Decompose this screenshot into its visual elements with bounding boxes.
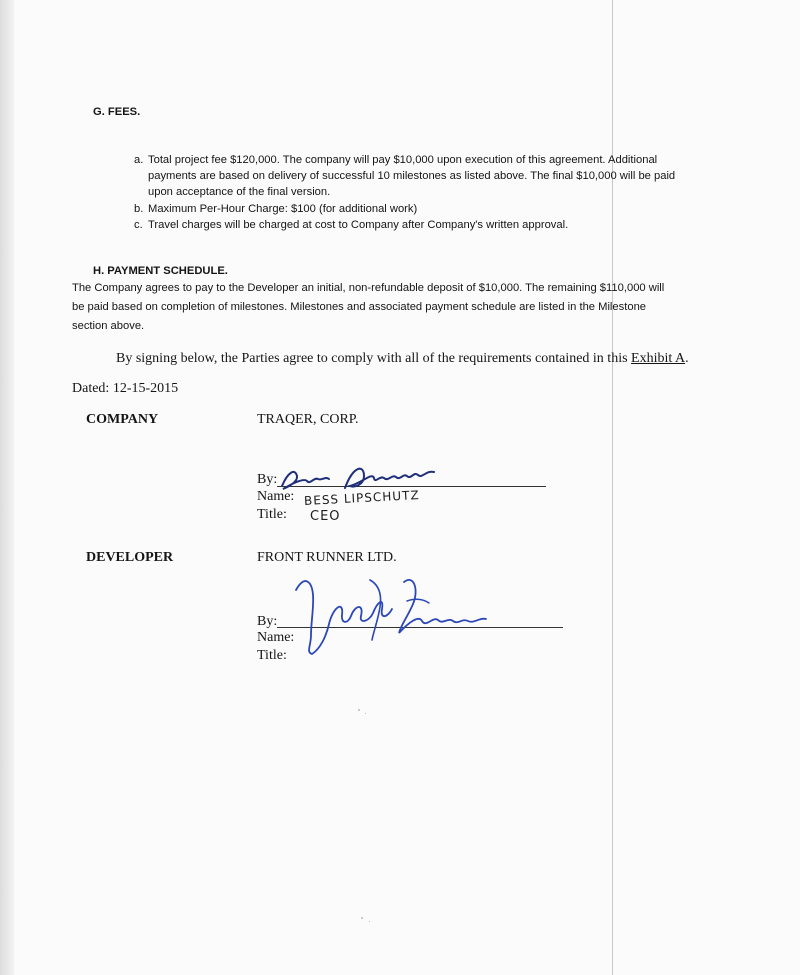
dated-line: Dated: 12-15-2015 <box>72 381 179 396</box>
company-role-label: COMPANY <box>86 412 159 427</box>
developer-name: FRONT RUNNER LTD. <box>257 550 397 565</box>
signing-statement-period: . <box>685 351 689 366</box>
scan-speck <box>365 713 366 714</box>
fees-item-c-marker: c. <box>134 219 143 231</box>
fees-item-a-line-1: Total project fee $120,000. The company will pay $10,000 upon execution of this agreement. Additional <box>148 154 658 166</box>
scan-speck <box>361 917 363 919</box>
developer-signature <box>288 572 498 657</box>
payment-schedule-line-3: section above. <box>72 320 145 332</box>
scan-artifact-line <box>612 0 613 975</box>
fees-item-a-line-3: upon acceptance of the final version. <box>148 186 331 198</box>
company-handwritten-name: BESS LIPSCHUTZ <box>303 487 420 509</box>
company-by-label: By: <box>257 472 278 487</box>
developer-role-label: DEVELOPER <box>86 550 174 565</box>
scan-edge-shadow <box>0 0 14 975</box>
signing-statement-text: By signing below, the Parties agree to comply with all of the requirements contained in this <box>116 351 632 366</box>
fees-item-a-line-2: payments are based on delivery of successful 10 milestones as listed above. The final $10,000 will be paid <box>148 170 676 182</box>
company-title-label: Title: <box>257 507 287 522</box>
scan-speck <box>358 709 360 711</box>
developer-title-label: Title: <box>257 648 287 663</box>
company-name-label: Name: <box>257 489 295 504</box>
fees-item-c-line-1: Travel charges will be charged at cost to Company after Company's written approval. <box>148 219 569 231</box>
section-h-heading: H. PAYMENT SCHEDULE. <box>93 265 228 277</box>
payment-schedule-line-2: be paid based on completion of milestones. Milestones and associated payment schedule are listed in the Milestone <box>72 301 647 313</box>
scan-speck <box>369 921 370 922</box>
company-name: TRAQER, CORP. <box>257 412 359 427</box>
fees-item-b-marker: b. <box>134 203 144 215</box>
signing-statement <box>116 350 689 368</box>
fees-item-a-marker: a. <box>134 154 144 166</box>
developer-by-label: By: <box>257 614 278 629</box>
fees-item-b-line-1: Maximum Per-Hour Charge: $100 (for additional work) <box>148 203 418 215</box>
payment-schedule-line-1: The Company agrees to pay to the Developer an initial, non-refundable deposit of $10,000. The remaining $110,000 will <box>72 282 665 294</box>
company-signature <box>278 462 440 494</box>
section-g-heading: G. FEES. <box>93 106 141 118</box>
exhibit-a-link[interactable]: Exhibit A <box>631 351 686 366</box>
company-handwritten-title: CEO <box>310 509 341 524</box>
developer-name-label: Name: <box>257 630 295 645</box>
